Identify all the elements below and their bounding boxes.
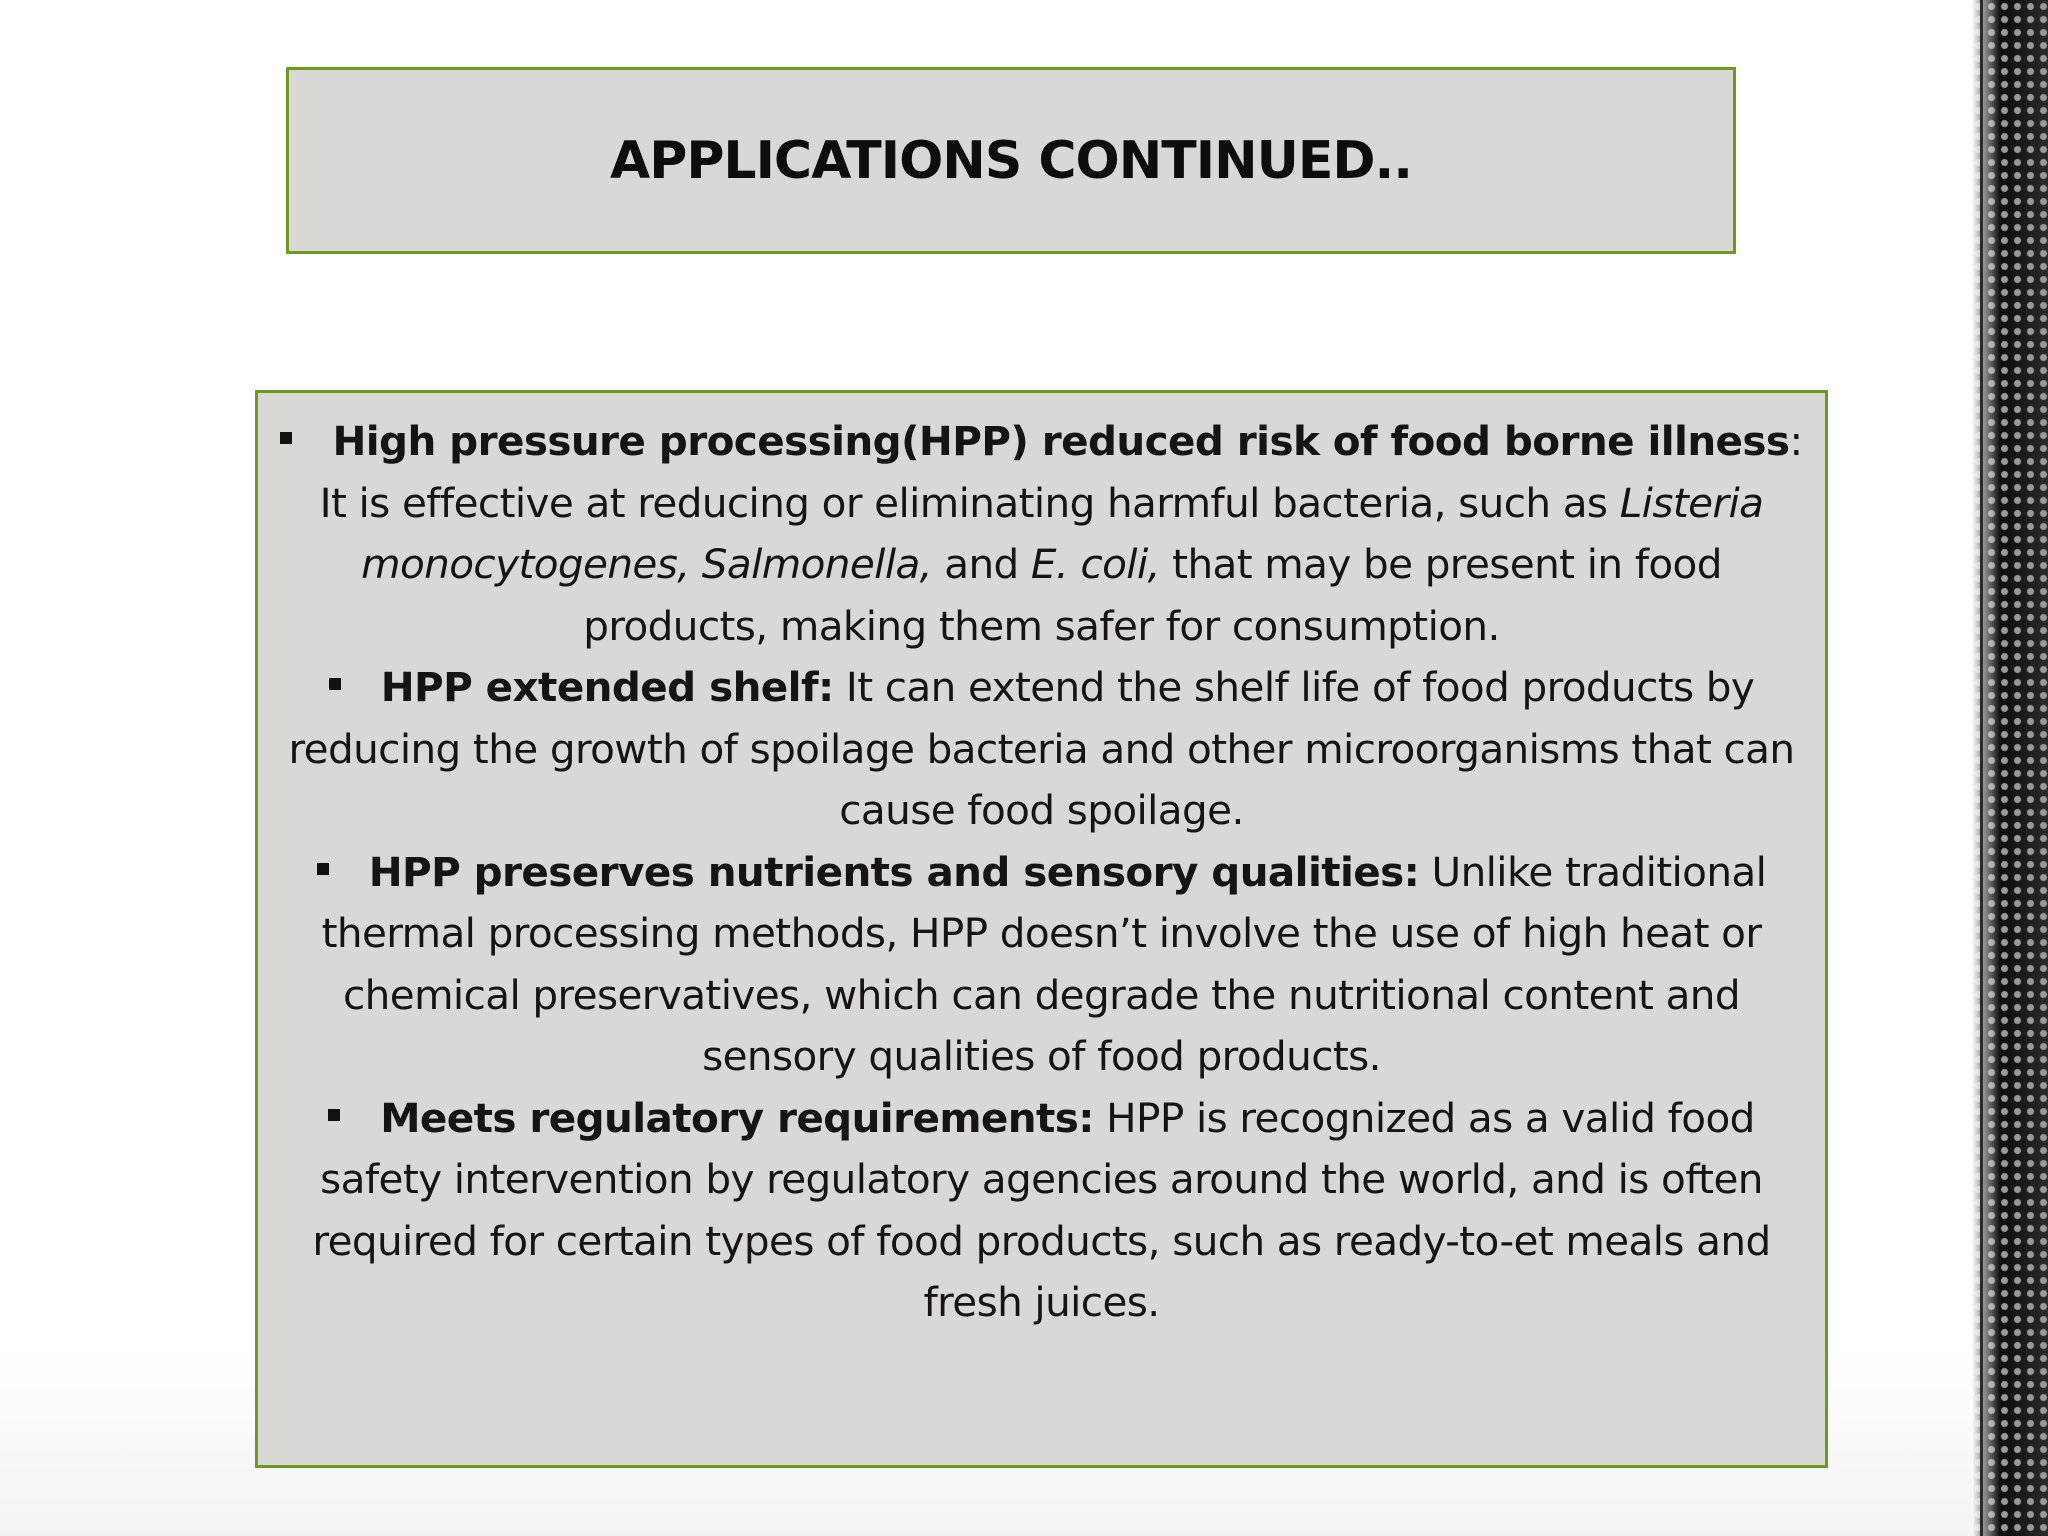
bullet-term: Meets regulatory requirements: bbox=[380, 1093, 1094, 1142]
square-bullet-icon bbox=[280, 432, 292, 444]
content-box bbox=[255, 390, 1828, 1468]
bullet-item-regulatory bbox=[278, 1088, 1805, 1334]
bullet-term: HPP preserves nutrients and sensory qualities: bbox=[368, 847, 1420, 896]
strip-edge bbox=[1980, 0, 1983, 1536]
square-bullet-icon bbox=[328, 1109, 340, 1121]
bullet-item-nutrients bbox=[278, 842, 1805, 1088]
decorative-side-strip bbox=[1972, 0, 2048, 1536]
bullet-term: HPP extended shelf: bbox=[380, 663, 834, 711]
bullet-term: High pressure processing(HPP) reduced risk of food borne illness bbox=[332, 417, 1790, 465]
strip-fade bbox=[1972, 0, 2000, 1536]
bullet-text: Unlike traditional thermal processing methods, HPP doesn’t involve the use of high heat or chemical preservatives, which can degrade the nutritional content and sensory qualities of food products. bbox=[321, 847, 1767, 1080]
bullet-item-reduced-risk bbox=[278, 411, 1805, 657]
bullet-text: It can extend the shelf life of food products by reducing the growth of spoilage bacteria and other microorganisms that can cause food spoilage. bbox=[288, 663, 1795, 834]
bullet-list bbox=[278, 411, 1805, 1334]
bullet-italic-text: E. coli, bbox=[1030, 540, 1160, 588]
bullet-text: that may be present in food products, making them safer for consumption. bbox=[583, 540, 1722, 650]
square-bullet-icon bbox=[317, 863, 329, 875]
bullet-text: HPP is recognized as a valid food safety intervention by regulatory agencies around the world, and is often required for certain types of food products, such as ready-to-et meals and fresh juices. bbox=[312, 1093, 1771, 1326]
bullet-item-shelf-life bbox=[278, 657, 1805, 842]
bullet-text: and bbox=[931, 540, 1031, 588]
square-bullet-icon bbox=[329, 678, 341, 690]
slide-title: APPLICATIONS CONTINUED.. bbox=[609, 130, 1413, 191]
title-box bbox=[286, 67, 1736, 254]
bullet-italic-text: Listeria monocytogenes, Salmonella, bbox=[361, 478, 1764, 588]
bullet-text: : It is effective at reducing or eliminating harmful bacteria, such as bbox=[319, 417, 1803, 527]
